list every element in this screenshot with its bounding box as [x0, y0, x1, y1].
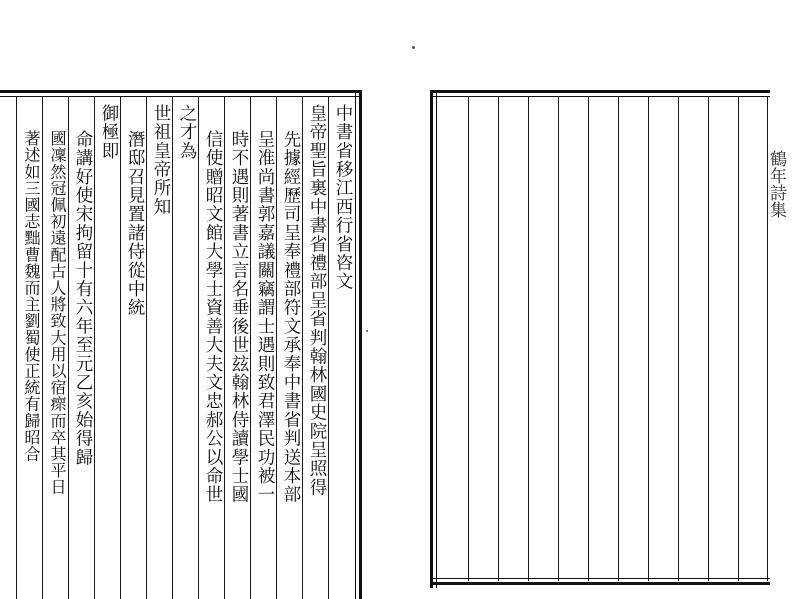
- text-column-7: 之才為: [177, 104, 197, 161]
- column-rule: [708, 97, 709, 581]
- column-rule: [468, 97, 469, 581]
- paper-speck: [412, 46, 415, 49]
- text-column-1: 中書省移江西行省咨文: [333, 104, 353, 291]
- column-rule: [558, 97, 559, 581]
- text-column-3: 先據經歷司呈奉禮部符文承奉中書省判送本部: [281, 130, 301, 504]
- text-column-10: 御極即: [99, 104, 119, 161]
- paper-speck: [366, 330, 368, 332]
- text-column-5: 時不遇則著書立言名垂後世玆翰林侍讀學士國: [229, 130, 249, 504]
- right-leaf-bottom-border: [430, 582, 770, 585]
- left-page-leaf: [0, 90, 362, 599]
- text-column-11: 命講好使宋拘留十有六年至元乙亥始得歸: [73, 130, 93, 467]
- text-column-13: 著述如三國志黜曹魏而主劉蜀使正統有歸昭合: [22, 130, 41, 462]
- right-leaf-left-inner-border: [436, 90, 437, 588]
- right-leaf-top-inner-border: [430, 96, 770, 97]
- text-column-4: 呈准尚書郭嘉議關竊謂士遇則致君澤民功被一: [255, 130, 275, 504]
- text-column-6: 信使贈昭文館大學士資善大夫文忠郝公以命世: [203, 130, 223, 504]
- column-rule: [618, 97, 619, 581]
- right-leaf-bottom-inner-border: [430, 578, 770, 579]
- right-leaf-left-border: [430, 90, 433, 588]
- column-rule: [16, 97, 17, 599]
- left-leaf-top-border: [0, 90, 362, 93]
- column-rule: [738, 97, 739, 581]
- column-rule: [528, 97, 529, 581]
- text-column-12: 國凜然冠佩初遠配古人將致大用以宿瘝而卒其平日: [48, 130, 67, 496]
- right-leaf-top-border: [430, 90, 770, 93]
- column-rule: [648, 97, 649, 581]
- text-column-2: 皇帝聖旨裏中書省禮部呈省判翰林國史院呈照得: [307, 104, 327, 497]
- left-leaf-right-border: [359, 90, 362, 599]
- column-rule: [498, 97, 499, 581]
- text-column-9: 潛邸召見置諸侍從中統: [125, 130, 145, 317]
- right-page-leaf: [430, 90, 800, 588]
- left-leaf-top-inner-border: [0, 96, 362, 97]
- text-column-8: 世祖皇帝所知: [151, 104, 171, 217]
- column-rule: [588, 97, 589, 581]
- spine-label: 鶴年詩集: [766, 150, 786, 218]
- column-rule: [678, 97, 679, 581]
